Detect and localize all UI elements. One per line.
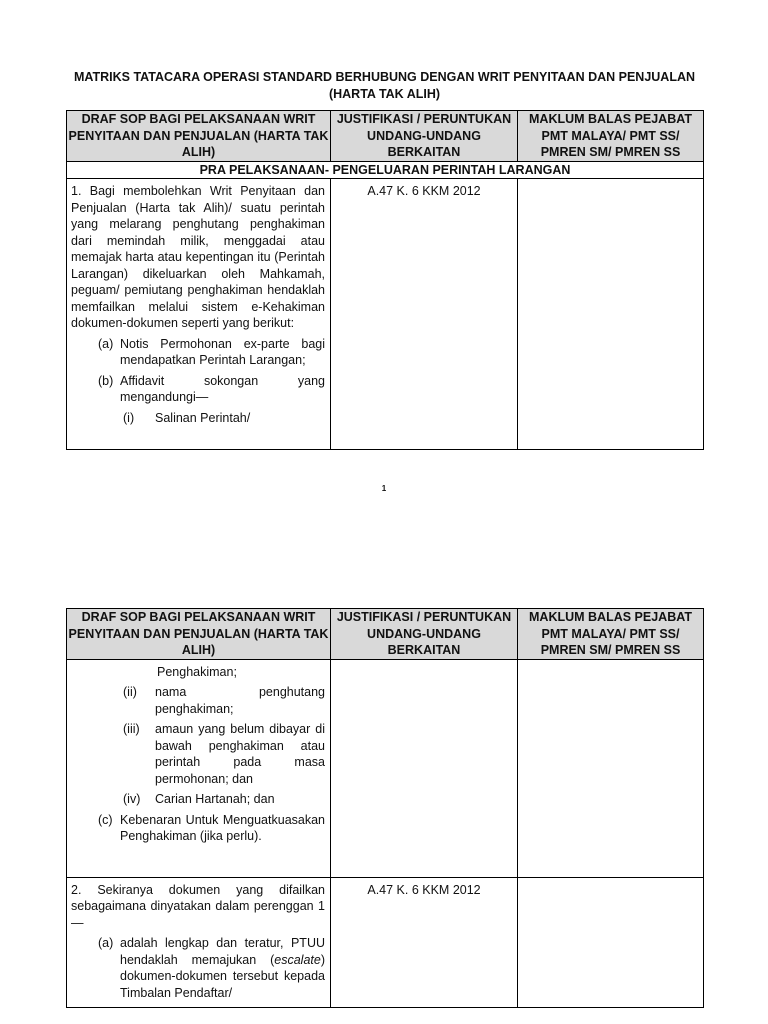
list-item	[71, 336, 325, 369]
sop-matrix-table-page2	[66, 608, 704, 1008]
table-row	[67, 659, 704, 877]
item-text: Affidavit sokongan yang mengandungi—	[120, 373, 325, 404]
header-maklum-balas: MAKLUM BALAS PEJABAT PMT MALAYA/ PMT SS/ PMREN SM/ PMREN SS	[518, 111, 704, 162]
item-text-part: adalah lengkap dan teratur, PTUU hendaklah memajukan (	[120, 936, 325, 967]
justification-cell: A.47 K. 6 KKM 2012	[331, 179, 518, 450]
table-header-row	[67, 609, 704, 660]
table-row	[67, 179, 704, 450]
item-text: Carian Hartanah; dan	[155, 792, 275, 806]
paragraph-2: 2. Sekiranya dokumen yang difailkan sebagaimana dinyatakan dalam perenggan 1—	[71, 882, 325, 930]
item-text: nama penghutang penghakiman;	[155, 685, 325, 716]
feedback-cell	[518, 877, 704, 1008]
item-text: Salinan Perintah/	[155, 410, 251, 425]
justification-cell	[331, 659, 518, 877]
list-item	[71, 373, 325, 406]
header-justifikasi: JUSTIFIKASI / PERUNTUKAN UNDANG-UNDANG BERKAITAN	[331, 111, 518, 162]
table-row	[67, 877, 704, 1008]
header-draf-sop: DRAF SOP BAGI PELAKSANAAN WRIT PENYITAAN DAN PENJUALAN (HARTA TAK ALIH)	[67, 111, 331, 162]
item-label: (ii)	[123, 685, 137, 699]
feedback-cell	[518, 659, 704, 877]
item-text	[120, 935, 325, 1001]
sop-matrix-table-page1	[66, 110, 704, 450]
item-label: (b)	[98, 373, 114, 388]
item-text: amaun yang belum dibayar di bawah penghakiman atau perintah pada masa permohonan; dan	[155, 722, 325, 786]
paragraph-1: 1. Bagi membolehkan Writ Penyitaan dan Penjualan (Harta tak Alih)/ suatu perintah yang melarang penghutang penghakiman dari memindah milik, menggadai atau memajak harta atau kepentingan itu (Perintah Larangan) dikeluarkan oleh Mahkamah, peguam/ pemiutang penghakiman hendaklah memfailkan melalui sistem e-Kehakiman dokumen-dokumen seperti yang berikut:	[71, 184, 325, 330]
item-text: Notis Permohonan ex-parte bagi mendapatkan Perintah Larangan;	[120, 336, 325, 367]
item-label: (iii)	[123, 722, 140, 736]
item-label: (i)	[123, 410, 135, 425]
item-label: (a)	[98, 336, 114, 351]
justification-cell: A.47 K. 6 KKM 2012	[331, 877, 518, 1008]
continued-text: Penghakiman;	[157, 664, 237, 679]
list-item	[71, 935, 325, 1001]
list-item	[71, 791, 325, 808]
item-label: (iv)	[123, 792, 141, 806]
list-item	[71, 684, 325, 717]
item-label: (c)	[98, 812, 113, 827]
item-text-italic: escalate	[274, 952, 321, 967]
header-draf-sop: DRAF SOP BAGI PELAKSANAAN WRIT PENYITAAN DAN PENJUALAN (HARTA TAK ALIH)	[67, 609, 331, 660]
list-item	[71, 812, 325, 845]
table-header-row	[67, 111, 704, 162]
sop-text-cell	[67, 877, 331, 1008]
list-item	[71, 410, 325, 427]
document-title: MATRIKS TATACARA OPERASI STANDARD BERHUBUNG DENGAN WRIT PENYITAAN DAN PENJUALAN (HARTA TAK ALIH)	[73, 70, 696, 101]
item-text: Kebenaran Untuk Menguatkuasakan Penghakiman (jika perlu).	[120, 812, 325, 843]
header-maklum-balas: MAKLUM BALAS PEJABAT PMT MALAYA/ PMT SS/ PMREN SM/ PMREN SS	[518, 609, 704, 660]
feedback-cell	[518, 179, 704, 450]
section-row	[67, 161, 704, 179]
sop-text-cell	[67, 659, 331, 877]
section-heading: PRA PELAKSANAAN- PENGELUARAN PERINTAH LARANGAN	[67, 161, 704, 179]
page-number: 1	[381, 484, 387, 493]
item-label: (a)	[98, 936, 114, 950]
header-justifikasi: JUSTIFIKASI / PERUNTUKAN UNDANG-UNDANG BERKAITAN	[331, 609, 518, 660]
sop-text-cell	[67, 179, 331, 450]
item-text-part: ) dokumen-dokumen tersebut kepada Timbalan Pendaftar/	[120, 952, 325, 1000]
list-item	[71, 721, 325, 787]
